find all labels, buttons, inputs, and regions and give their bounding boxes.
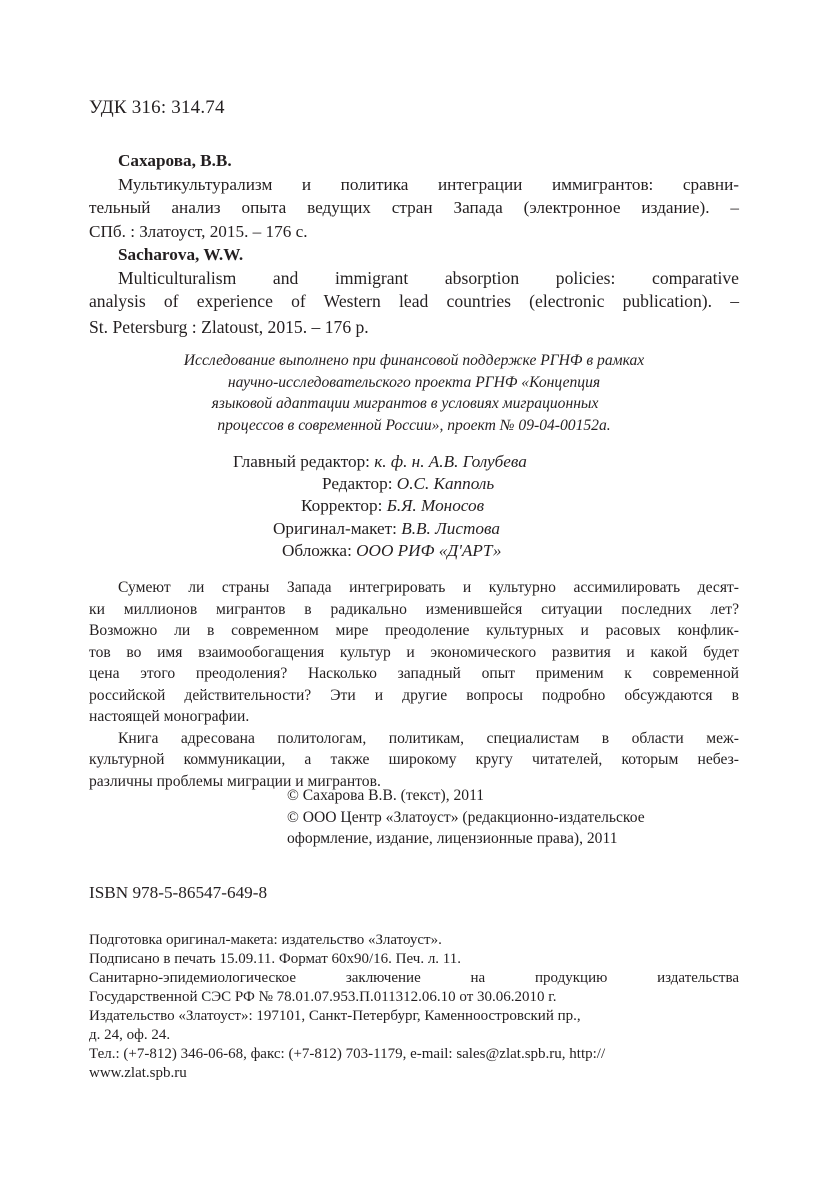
bibliographic-records bbox=[89, 149, 739, 339]
imprint-line: Санитарно-эпидемиологическое заключение на продукцию издательства bbox=[89, 970, 739, 986]
credit-name: к. ф. н. А.В. Голубева bbox=[374, 452, 527, 471]
annotation bbox=[89, 577, 739, 792]
credit-name: Б.Я. Моносов bbox=[386, 496, 485, 516]
isbn: ISBN 978-5-86547-649-8 bbox=[89, 883, 268, 902]
annotation-line: ки миллионов мигрантов в радикально изменившейся ситуации последних лет? bbox=[89, 600, 739, 618]
imprint-line: Издательство «Златоуст»: 197101, Санкт-Петербург, Каменноостровский пр., bbox=[89, 1008, 581, 1024]
annotation-line: различны проблемы миграции и мигрантов. bbox=[89, 772, 381, 790]
en-title-line: St. Petersburg : Zlatoust, 2015. – 176 p. bbox=[89, 316, 369, 337]
credit-row bbox=[0, 473, 827, 495]
credit-row bbox=[0, 451, 827, 473]
en-title-line: Multiculturalism and immigrant absorption policies: comparative bbox=[118, 267, 739, 288]
credit-role: Главный редактор: bbox=[233, 452, 370, 471]
credit-role: Обложка: bbox=[282, 540, 352, 560]
grant-line: Исследование выполнено при финансовой поддержке РГНФ в рамках bbox=[183, 352, 645, 369]
annotation-paragraph bbox=[89, 728, 739, 793]
copyright-line: оформление, издание, лицензионные права), 2011 bbox=[287, 830, 618, 847]
annotation-line: тов во имя взаимообогащения культур и экономического развития и какой будет bbox=[89, 643, 739, 661]
credit-role: Оригинал-макет: bbox=[273, 518, 397, 538]
credit-name: ООО РИФ «Д'АРТ» bbox=[356, 540, 502, 560]
grant-note bbox=[89, 350, 739, 436]
annotation-line: культурной коммуникации, а также широкому кругу читателей, которым небез- bbox=[89, 751, 739, 768]
imprint-line: д. 24, оф. 24. bbox=[89, 1027, 171, 1043]
imprint-line: Подготовка оригинал-макета: издательство «Златоуст». bbox=[89, 932, 442, 948]
imprint-details bbox=[89, 931, 739, 1083]
copyright-line: © ООО Центр «Златоуст» (редакционно-издательское bbox=[287, 808, 645, 826]
annotation-paragraph bbox=[89, 577, 739, 728]
annotation-line: цена этого преодоления? Насколько западный опыт применим к современной bbox=[89, 665, 739, 682]
annotation-line: Сумеют ли страны Запада интегрировать и культурно ассимилировать десят- bbox=[118, 579, 739, 596]
grant-line: процессов в современной России», проект № 09-04-00152а. bbox=[217, 416, 611, 434]
en-author: Sacharova, W.W. bbox=[118, 245, 244, 264]
imprint-line: www.zlat.spb.ru bbox=[89, 1065, 187, 1081]
udk-code: УДК 316: 314.74 bbox=[89, 97, 225, 118]
ru-title-line: Мультикультурализм и политика интеграции иммигрантов: сравни- bbox=[118, 174, 739, 194]
grant-line: языковой адаптации мигрантов в условиях миграционных bbox=[211, 395, 599, 412]
annotation-line: российской действительности? Эти и другие вопросы подробно обсуждаются в bbox=[89, 686, 739, 704]
en-title-line: analysis of experience of Western lead countries (electronic publication). – bbox=[89, 291, 739, 311]
credit-name: О.С. Капполь bbox=[396, 474, 495, 494]
credit-row bbox=[0, 540, 827, 562]
credit-role: Корректор: bbox=[301, 496, 383, 516]
credit-row bbox=[0, 518, 827, 540]
ru-title-line: СПб. : Златоуст, 2015. – 176 с. bbox=[89, 221, 308, 241]
credit-role: Редактор: bbox=[322, 474, 393, 494]
copyright-line: © Сахарова В.В. (текст), 2011 bbox=[287, 787, 485, 804]
credits-list bbox=[0, 451, 827, 562]
imprint-line: Подписано в печать 15.09.11. Формат 60х90/16. Печ. л. 11. bbox=[89, 951, 462, 967]
ru-author: Сахарова, В.В. bbox=[118, 151, 232, 170]
annotation-line: Книга адресована политологам, политикам, специалистам в области меж- bbox=[118, 729, 739, 747]
copyright-block bbox=[287, 785, 645, 850]
credit-row bbox=[0, 495, 827, 517]
ru-title-line: тельный анализ опыта ведущих стран Запада (электронное издание). – bbox=[89, 198, 739, 217]
credit-name: В.В. Листова bbox=[401, 518, 500, 538]
annotation-line: настоящей монографии. bbox=[89, 708, 250, 725]
imprint-line: Тел.: (+7-812) 346-06-68, факс: (+7-812) 703-1179, e-mail: sales@zlat.spb.ru, http:// bbox=[89, 1046, 606, 1062]
grant-line: научно-исследовательского проекта РГНФ «Концепция bbox=[227, 373, 601, 391]
imprint-line: Государственной СЭС РФ № 78.01.07.953.П.011312.06.10 от 30.06.2010 г. bbox=[89, 989, 557, 1005]
annotation-line: Возможно ли в современном мире преодоление культурных и расовых конфлик- bbox=[89, 622, 739, 639]
